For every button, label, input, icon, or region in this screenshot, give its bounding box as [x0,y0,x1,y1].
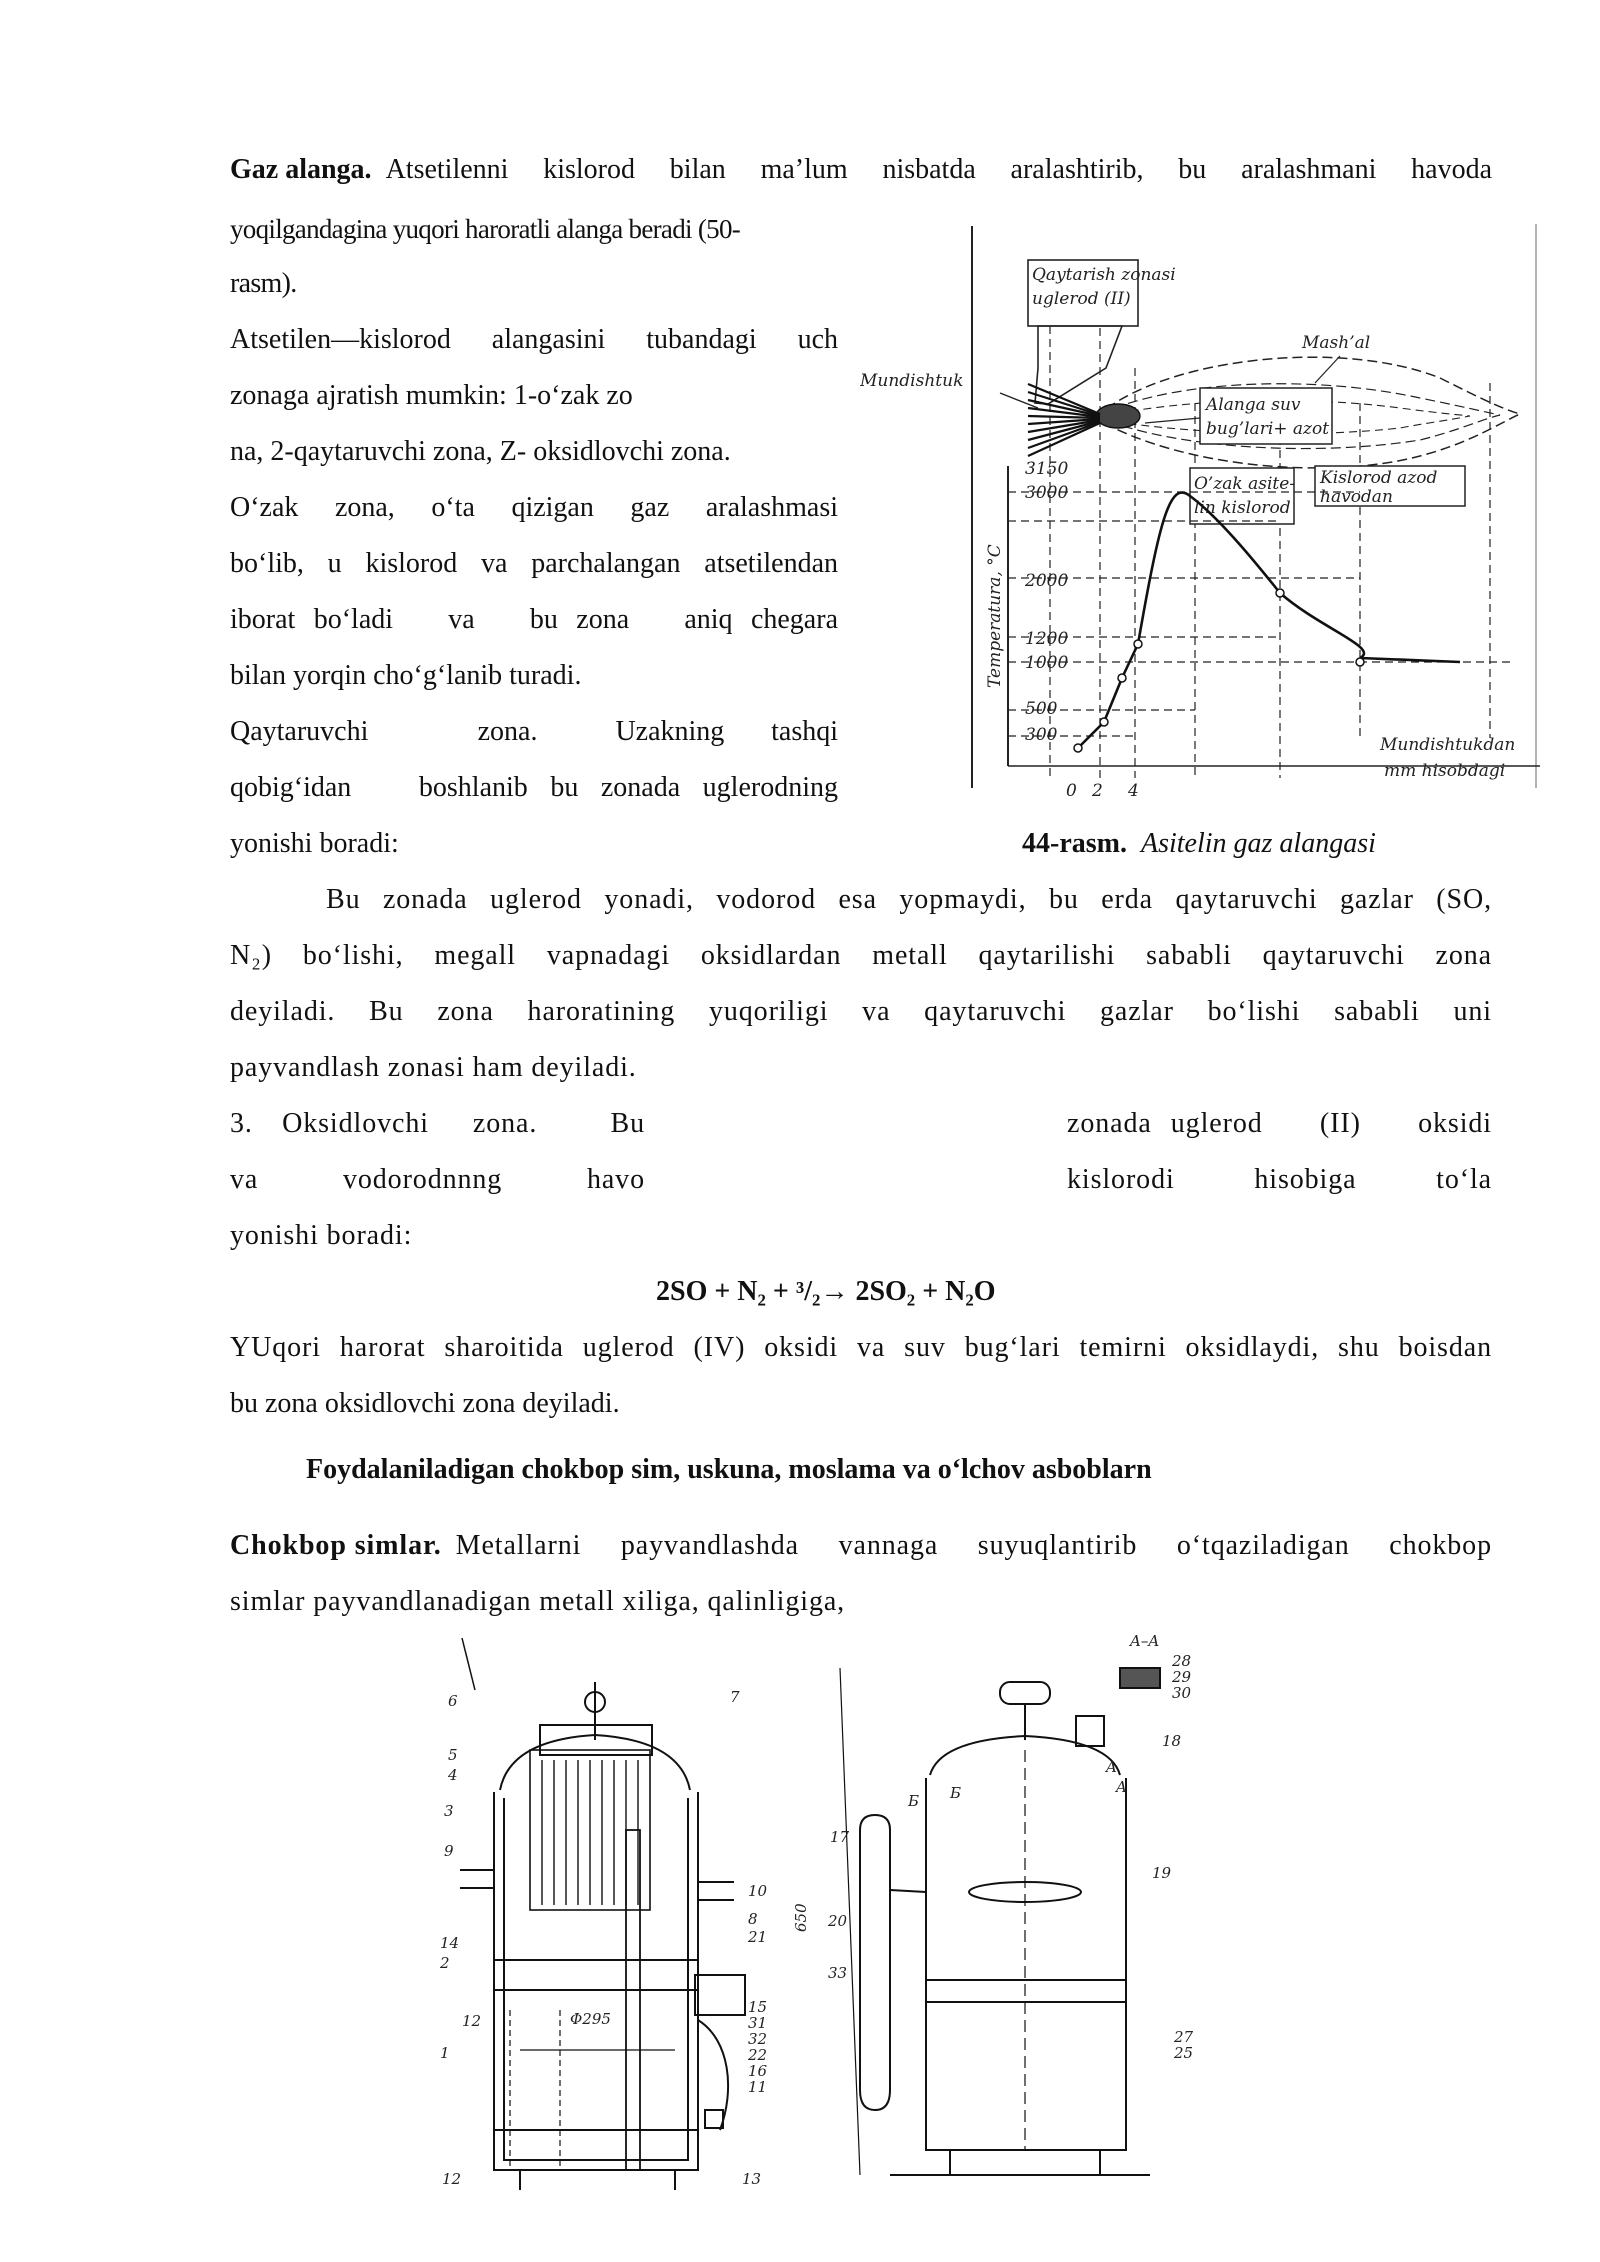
flame-core [1096,404,1140,428]
text-line: Metallarni payvandlashda vannaga suyuqlantirib o‘tqaziladigan chokbop [455,1530,1492,1561]
part-number: 12 [462,2012,482,2030]
text-line: kislorodi hisobiga to‘la [1067,1164,1492,1195]
xtick-2: 2 [1092,781,1103,800]
text-line: bu zona oksidlovchi zona deyiladi. [230,1388,620,1419]
part-number: 7 [730,1688,740,1706]
part-number: 22 [748,2046,768,2064]
part-number: 29 [1172,1668,1192,1686]
part-number: 31 [748,2014,768,2032]
label-core-1: O’zak asite- [1194,474,1296,494]
label-core-2: lin kislorod [1194,498,1291,518]
label-nozzle: Mundishtuk [860,371,964,391]
text-line: yonishi boradi: [230,1220,413,1251]
part-number: Б [950,1784,962,1802]
ytick-2000: 2000 [1025,571,1069,591]
part-number: 8 [748,1910,758,1928]
label-air-oxygen-2: havodan [1320,487,1393,507]
paragraph-chokbop [230,1528,1492,1564]
text-line: 3. Oksidlovchi zona. Bu [230,1108,645,1139]
ytick-3000: 3000 [1025,483,1069,503]
generator-external-view [840,1668,1160,2175]
part-number: 30 [1172,1684,1192,1702]
lead-chokbop-simlar: Chokbop simlar. [230,1530,442,1561]
diameter-label: Φ295 [570,2010,611,2028]
text-line: payvandlash zonasi ham deyiladi. [230,1052,637,1083]
text-line: Atsetilenni kislorod bilan ma’lum nisbatda aralashtirib, bu aralashmani havoda [385,154,1492,185]
label-air-oxygen-1: Kislorod azod [1320,468,1438,488]
part-number: 25 [1174,2044,1194,2062]
text-line: Qaytaruvchi zona. Uzakning tashqi [230,716,838,747]
label-reduction-carbon: uglerod (II) [1032,289,1131,309]
part-number: 1 [440,2044,450,2062]
part-number: Б [908,1792,920,1810]
caption-text: Asitelin gaz alangasi [1140,828,1376,859]
part-number: 3 [444,1802,454,1820]
text-line: deyiladi. Bu zona haroratining yuqoriligi va qaytaruvchi gazlar bo‘lishi sababli uni [230,996,1492,1027]
section-label-a-a: A–A [1130,1632,1160,1650]
part-number: 2 [440,1954,450,1972]
part-number: 6 [448,1692,458,1710]
ytick-300: 300 [1025,725,1058,745]
curve-points [1074,589,1364,752]
ytick-500: 500 [1025,699,1058,719]
part-number: 33 [828,1964,848,1982]
x-axis-label-1: Mundishtukdan [1380,735,1516,755]
part-number: 32 [748,2030,768,2048]
text-line: YUqori harorat sharoitida uglerod (IV) oksidi va suv bug‘lari temirni oksidlaydi, shu boisdan [230,1332,1492,1363]
figure-acetylene-flame [860,218,1540,800]
figure-acetylene-generator [430,1630,1330,2200]
label-torch: Mash’al [1302,333,1371,353]
part-number: 14 [440,1934,460,1952]
ytick-1000: 1000 [1025,653,1069,673]
text-line: na, 2-qaytaruvchi zona, Z- oksidlovchi zona. [230,436,731,467]
part-number: 28 [1172,1652,1192,1670]
label-flame-products-1: Alanga suv [1206,395,1301,415]
text-line: qobig‘idan boshlanib bu zonada uglerodning [230,772,838,803]
text-line: zonaga ajratish mumkin: 1-o‘zak zo [230,380,633,411]
text-line: Bu zonada uglerod yonadi, vodorod esa yopmaydi, bu erda qaytaruvchi gazlar (SO, [326,884,1492,915]
part-number: 17 [830,1828,850,1846]
text-line: N₂) bo‘lishi, megall vapnadagi oksidlardan metall qaytarilishi sababli qaytaruvchi zona [230,940,1492,971]
paragraph-gaz-alanga [230,152,1492,188]
text-line: rasm). [230,268,297,299]
part-number: 20 [828,1912,848,1930]
part-number: 13 [742,2170,762,2188]
part-number: 18 [1162,1732,1182,1750]
part-number: 19 [1152,1864,1172,1882]
x-axis-label-2: mm hisobdagi [1384,761,1506,781]
part-number: 15 [748,1998,768,2016]
text-line: O‘zak zona, o‘ta qizigan gaz aralashmasi [230,492,838,523]
section-heading: Foydalaniladigan chokbop sim, uskuna, moslama va o‘lchov asboblarn [306,1454,1152,1485]
part-number: 10 [748,1882,768,1900]
generator-section-view [460,1638,745,2190]
label-reduction-zone: Qaytarish zonasi [1032,265,1176,285]
part-number: A [1106,1758,1117,1776]
part-number: 9 [444,1842,454,1860]
text-line: iborat bo‘ladi va bu zona aniq chegara [230,604,838,635]
text-line: zonada uglerod (II) oksidi [1067,1108,1492,1139]
y-axis-label: Temperatura, °C [985,544,1005,688]
text-line: simlar payvandlanadigan metall xiliga, qalinligiga, [230,1586,846,1617]
text-line: Atsetilen—kislorod alangasini tubandagi uch [230,324,838,355]
part-number: 11 [748,2078,768,2096]
text-line: va vodorodnnng havo [230,1164,645,1195]
text-line: bo‘lib, u kislorod va parchalangan atsetilendan [230,548,838,579]
xtick-0: 0 [1066,781,1077,800]
dimension-650: 650 [792,1903,810,1932]
part-number: 16 [748,2062,768,2080]
part-number: A [1116,1778,1127,1796]
part-number: 12 [442,2170,462,2188]
part-number: 27 [1174,2028,1194,2046]
heading-gaz-alanga: Gaz alanga. [230,154,372,185]
ytick-1200: 1200 [1025,629,1069,649]
text-line: yonishi boradi: [230,828,399,859]
xtick-4: 4 [1128,781,1139,800]
figure-44-caption [1022,826,1376,862]
text-line: bilan yorqin cho‘g‘lanib turadi. [230,660,582,691]
text-line: yoqilgandagina yuqori haroratli alanga beradi (50- [230,214,741,244]
part-number: 5 [448,1746,458,1764]
part-number: 4 [448,1766,458,1784]
reaction-equation: 2SO + N₂ + ³/₂→ 2SO₂ + N₂O [656,1276,996,1307]
part-number: 21 [748,1928,768,1946]
label-flame-products-2: bug’lari+ azot [1206,419,1330,439]
caption-number: 44-rasm. [1022,828,1127,859]
ytick-3150: 3150 [1025,459,1069,479]
